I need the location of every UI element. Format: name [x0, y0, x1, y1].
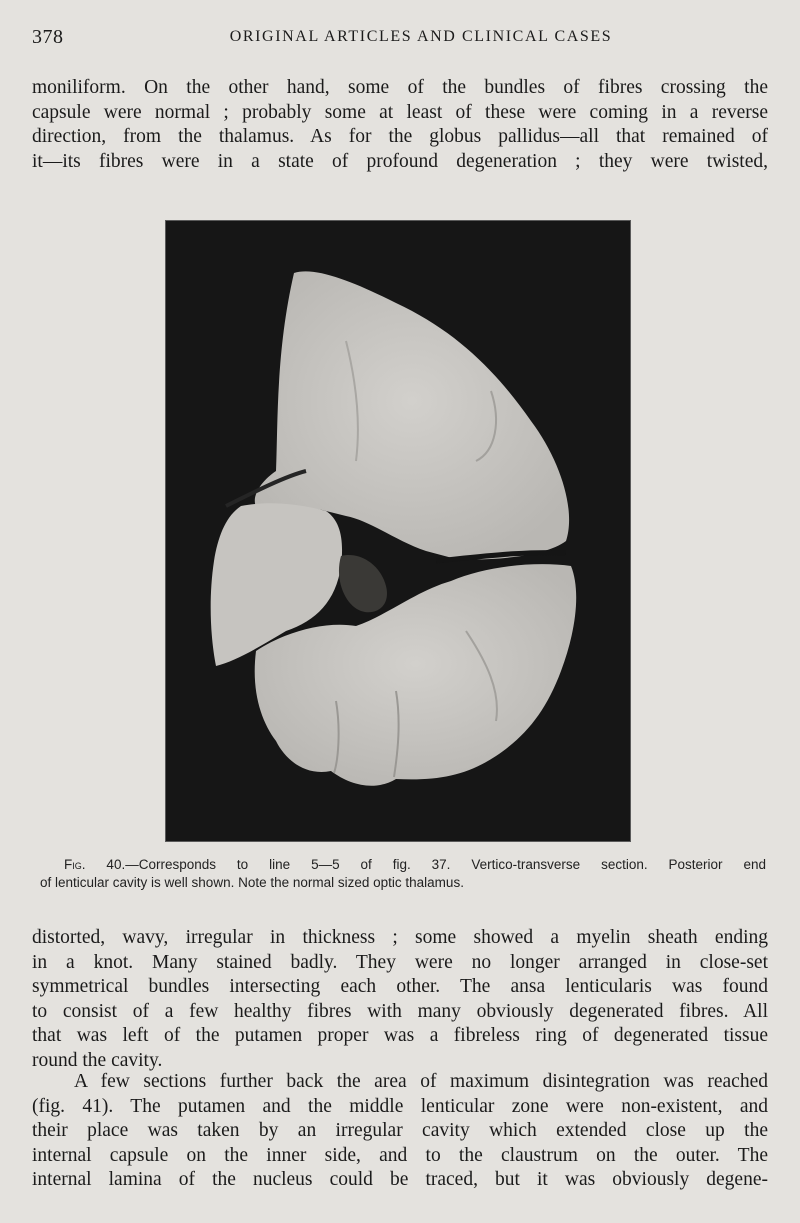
lenticular-cavity — [339, 555, 387, 612]
text-line: their place was taken by an irregular cavity which extended close up the — [32, 1120, 768, 1141]
paragraph-top — [32, 76, 768, 174]
text-line: round the cavity. — [32, 1049, 163, 1071]
caption-text: —Corresponds to line 5—5 of fig. 37. Vertico-transverse section. Posterior end — [125, 857, 767, 872]
text-line: symmetrical bundles intersecting each other. The ansa lenticularis was found — [32, 976, 768, 997]
paragraph-middle — [32, 926, 768, 1073]
text-line: direction, from the thalamus. As for the globus pallidus—all that remained of — [32, 126, 768, 147]
text-line: A few sections further back the area of maximum disintegration was reached — [74, 1071, 768, 1092]
text-line: that was left of the putamen proper was a fibreless ring of degenerated tissue — [32, 1025, 768, 1046]
text-line: it—its fibres were in a state of profound degeneration ; they were twisted, — [32, 150, 768, 172]
text-line: capsule were normal ; probably some at least of these were coming in a reverse — [32, 101, 768, 123]
page-number: 378 — [32, 26, 64, 48]
figure-photograph — [165, 220, 631, 842]
brain-section-image — [166, 221, 630, 841]
text-line: moniliform. On the other hand, some of the bundles of fibres crossing the — [32, 77, 768, 98]
text-line: (fig. 41). The putamen and the middle lenticular zone were non-existent, and — [32, 1095, 768, 1117]
text-line: distorted, wavy, irregular in thickness ; some showed a myelin sheath ending — [32, 927, 768, 948]
paragraph-bottom — [32, 1070, 768, 1193]
page-header — [32, 26, 770, 56]
text-line: in a knot. Many stained badly. They were no longer arranged in close-set — [32, 951, 768, 973]
running-title: ORIGINAL ARTICLES AND CLINICAL CASES — [229, 28, 613, 45]
caption-line — [40, 856, 766, 874]
text-line: internal lamina of the nucleus could be traced, but it was obviously degene- — [32, 1169, 768, 1190]
caption-line: of lenticular cavity is well shown. Note the normal sized optic thalamus. — [40, 875, 464, 890]
text-line: to consist of a few healthy fibres with many obviously degenerated fibres. All — [32, 1000, 768, 1022]
figure-caption — [40, 856, 766, 892]
figure-label: Fig. 40. — [64, 857, 126, 872]
text-line: internal capsule on the inner side, and to the claustrum on the outer. The — [32, 1144, 768, 1166]
